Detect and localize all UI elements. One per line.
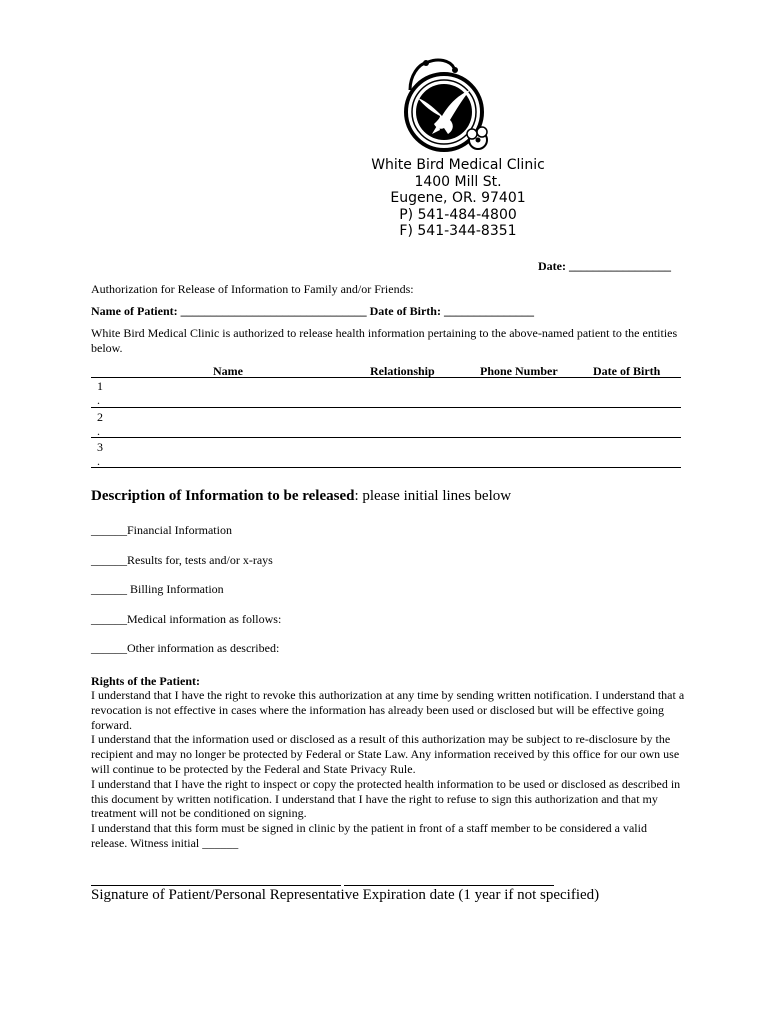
rights-paragraph: I understand that I have the right to inspect or copy the protected health information to be used or disclosed as described in this document by written notification. I understand that I have the right to refuse to sign this authorization and that my treatment will not be conditioned on signing. [91,776,681,821]
table-row-line[interactable] [91,437,681,438]
clinic-phone: P) 541-484-4800 [399,207,517,223]
description-heading-suffix: : please initial lines below [354,488,512,504]
date-field[interactable]: Date: _________________ [538,259,671,273]
clinic-city: Eugene, OR. 97401 [390,190,526,206]
rights-title: Rights of the Patient: [91,674,200,688]
initial-item-medical[interactable]: ______Medical information as follows: [91,612,282,626]
rights-paragraph: I understand that I have the right to revoke this authorization at any time by sending written notification. I understand that a revocation is not effective in cases where the information has already been used or disclosed but will be effective going forward. [91,688,685,732]
clinic-fax: F) 541-344-8351 [399,223,517,239]
authorization-statement: White Bird Medical Clinic is authorized to release health information pertaining to the above-named patient to the entities below. [91,326,678,355]
description-heading [91,488,511,505]
signature-caption: Signature of Patient/Personal Representative Expiration date (1 year if not specified) [91,887,600,903]
expiration-date-line[interactable] [344,885,554,886]
signature-line[interactable] [91,885,341,886]
column-header-phone: Phone Number [480,364,558,378]
initial-item-other[interactable]: ______Other information as described: [91,641,280,655]
rights-text [91,688,685,851]
clinic-logo [398,54,494,158]
rights-paragraph: I understand that this form must be signed in clinic by the patient in front of a staff member to be considered a valid release. Witness initial ______ [91,821,647,850]
clinic-name: White Bird Medical Clinic [371,157,545,173]
initial-item-results[interactable]: ______Results for, tests and/or x-rays [91,553,273,567]
rights-paragraph: I understand that the information used or disclosed as a result of this authorization may be subject to re-disclosure by the recipient and may no longer be protected by Federal or State Law. Any information received by this office for our own use will continue to be protected by the Federal and State Privacy Rule. [91,732,680,776]
column-header-dob: Date of Birth [593,364,661,378]
patient-name-dob-field[interactable]: Name of Patient: _______________________________ Date of Birth: _______________ [91,304,534,318]
authorization-title: Authorization for Release of Information to Family and/or Friends: [91,282,414,296]
clinic-street: 1400 Mill St. [414,174,502,190]
table-row-number: 3 . [97,440,103,468]
column-header-name: Name [213,364,243,378]
initial-item-financial[interactable]: ______Financial Information [91,523,232,537]
description-heading-bold: Description of Information to be released [91,488,355,504]
table-row-line[interactable] [91,407,681,408]
table-row-number: 2 . [97,410,103,438]
column-header-relationship: Relationship [370,364,435,378]
table-row-number: 1 . [97,379,103,407]
initial-item-billing[interactable]: ______ Billing Information [91,582,224,596]
table-row-line[interactable] [91,467,681,468]
table-header-rule [91,377,681,378]
